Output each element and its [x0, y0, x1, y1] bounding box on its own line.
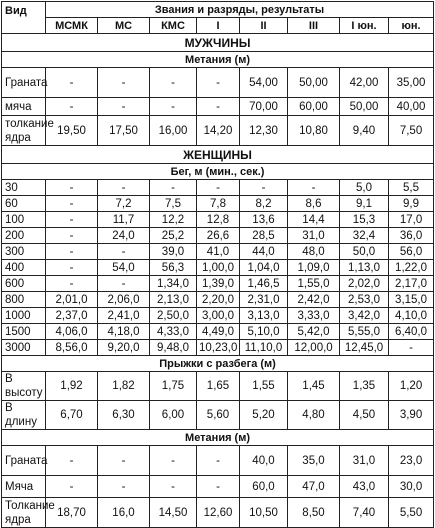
value-cell: 44,0 — [240, 244, 288, 260]
subsection-women-throwing: Метания (м) — [2, 430, 434, 446]
row-label: 30 — [2, 180, 46, 196]
value-cell: 5,55,0 — [340, 324, 389, 340]
value-cell: 3,42,0 — [340, 308, 389, 324]
table-row — [2, 116, 434, 146]
value-cell: - — [197, 476, 240, 498]
value-cell: 12,2 — [150, 212, 197, 228]
value-cell: 16,0 — [98, 498, 150, 528]
value-cell: 9,20,0 — [98, 340, 150, 356]
table-row — [2, 446, 434, 476]
row-label: 100 — [2, 212, 46, 228]
value-cell: 10,80 — [288, 116, 340, 146]
value-cell: 1,65 — [197, 372, 240, 401]
value-cell: 50,00 — [340, 98, 389, 116]
value-cell: 1,00,0 — [197, 260, 240, 276]
table-row — [2, 244, 434, 260]
value-cell: 35,00 — [389, 68, 434, 98]
row-label: толкание ядра — [2, 116, 46, 146]
value-cell: 40,0 — [240, 446, 288, 476]
value-cell: - — [46, 180, 98, 196]
value-cell: 2,02,0 — [340, 276, 389, 292]
value-cell: 13,6 — [240, 212, 288, 228]
value-cell: 6,30 — [98, 401, 150, 430]
value-cell: 8,56,0 — [46, 340, 98, 356]
row-label: 400 — [2, 260, 46, 276]
row-label: Граната — [2, 68, 46, 98]
value-cell: 1,75 — [150, 372, 197, 401]
value-cell: - — [150, 68, 197, 98]
value-cell: - — [197, 98, 240, 116]
table-row — [2, 98, 434, 116]
value-cell: 7,8 — [197, 196, 240, 212]
value-cell: 1,13,0 — [340, 260, 389, 276]
value-cell: 25,2 — [150, 228, 197, 244]
row-label: Граната — [2, 446, 46, 476]
value-cell: 12,8 — [197, 212, 240, 228]
value-cell: 10,50 — [240, 498, 288, 528]
value-cell: 2,06,0 — [98, 292, 150, 308]
value-cell: 48,0 — [288, 244, 340, 260]
value-cell: 47,0 — [288, 476, 340, 498]
row-label: В высоту — [2, 372, 46, 401]
table-row — [2, 260, 434, 276]
value-cell: 1,20 — [389, 372, 434, 401]
value-cell: 4,33,0 — [150, 324, 197, 340]
value-cell: - — [46, 276, 98, 292]
value-cell: 9,48,0 — [150, 340, 197, 356]
value-cell: 1,92 — [46, 372, 98, 401]
value-cell: 2,31,0 — [240, 292, 288, 308]
value-cell: 4,80 — [288, 401, 340, 430]
value-cell: - — [98, 180, 150, 196]
value-cell: 15,3 — [340, 212, 389, 228]
table-row — [2, 498, 434, 528]
subsection-women-throwing-row — [2, 430, 434, 446]
value-cell: 36,0 — [389, 228, 434, 244]
value-cell: 1,34,0 — [150, 276, 197, 292]
value-cell: - — [197, 446, 240, 476]
value-cell: 16,00 — [150, 116, 197, 146]
value-cell: 54,00 — [240, 68, 288, 98]
ranks-title: Звания и разряды, результаты — [46, 2, 434, 18]
value-cell: 4,06,0 — [46, 324, 98, 340]
row-label: мяча — [2, 98, 46, 116]
subsection-men-throwing: Метания (м) — [2, 52, 434, 68]
value-cell: 18,70 — [46, 498, 98, 528]
value-cell: 23,0 — [389, 446, 434, 476]
kind-header: Вид — [2, 2, 46, 34]
table-row — [2, 196, 434, 212]
rank-header: III — [288, 18, 340, 34]
value-cell: 1,55,0 — [288, 276, 340, 292]
value-cell: 4,10,0 — [389, 308, 434, 324]
value-cell: 2,41,0 — [98, 308, 150, 324]
value-cell: 7,50 — [389, 116, 434, 146]
value-cell: 1,45 — [288, 372, 340, 401]
rank-header: I юн. — [340, 18, 389, 34]
value-cell: 17,50 — [98, 116, 150, 146]
value-cell: 2,13,0 — [150, 292, 197, 308]
value-cell: - — [197, 180, 240, 196]
value-cell: 7,2 — [98, 196, 150, 212]
value-cell: - — [46, 260, 98, 276]
value-cell: - — [98, 476, 150, 498]
value-cell: 6,40,0 — [389, 324, 434, 340]
rank-header: II — [240, 18, 288, 34]
value-cell: 3,00,0 — [197, 308, 240, 324]
value-cell: 19,50 — [46, 116, 98, 146]
value-cell: 2,37,0 — [46, 308, 98, 324]
value-cell: 1,39,0 — [197, 276, 240, 292]
value-cell: - — [46, 98, 98, 116]
value-cell: 17,0 — [389, 212, 434, 228]
value-cell: 9,40 — [340, 116, 389, 146]
standards-table — [1, 1, 434, 528]
rank-header: I — [197, 18, 240, 34]
value-cell: 43,0 — [340, 476, 389, 498]
value-cell: 1,35 — [340, 372, 389, 401]
table-row — [2, 401, 434, 430]
value-cell: - — [98, 244, 150, 260]
row-label: 300 — [2, 244, 46, 260]
rank-header: МС — [98, 18, 150, 34]
value-cell: - — [150, 476, 197, 498]
table-row — [2, 180, 434, 196]
value-cell: 5,5 — [389, 180, 434, 196]
row-label: Мяча — [2, 476, 46, 498]
value-cell: 2,50,0 — [150, 308, 197, 324]
value-cell: 4,18,0 — [98, 324, 150, 340]
value-cell: 50,00 — [288, 68, 340, 98]
value-cell: 70,00 — [240, 98, 288, 116]
table-row — [2, 340, 434, 356]
value-cell: 31,0 — [340, 446, 389, 476]
value-cell: 8,2 — [240, 196, 288, 212]
value-cell: 5,50 — [389, 498, 434, 528]
value-cell: 7,40 — [340, 498, 389, 528]
value-cell: 12,45,0 — [340, 340, 389, 356]
section-men-row — [2, 34, 434, 52]
table-body — [2, 2, 434, 528]
subsection-women-jumps: Прыжки с разбега (м) — [2, 356, 434, 372]
value-cell: - — [288, 180, 340, 196]
subsection-women-jumps-row — [2, 356, 434, 372]
value-cell: 2,42,0 — [288, 292, 340, 308]
value-cell: 1,22,0 — [389, 260, 434, 276]
value-cell: - — [98, 68, 150, 98]
value-cell: 5,0 — [340, 180, 389, 196]
value-cell: 54,0 — [98, 260, 150, 276]
row-label: 1000 — [2, 308, 46, 324]
value-cell: 24,0 — [98, 228, 150, 244]
value-cell: 1,82 — [98, 372, 150, 401]
value-cell: - — [46, 228, 98, 244]
value-cell: 8,6 — [288, 196, 340, 212]
value-cell: 2,01,0 — [46, 292, 98, 308]
section-women-row — [2, 146, 434, 164]
value-cell: 3,90 — [389, 401, 434, 430]
value-cell: - — [98, 98, 150, 116]
value-cell: - — [46, 68, 98, 98]
value-cell: 39,0 — [150, 244, 197, 260]
rank-header: КМС — [150, 18, 197, 34]
value-cell: 32,4 — [340, 228, 389, 244]
value-cell: 2,17,0 — [389, 276, 434, 292]
value-cell: 9,9 — [389, 196, 434, 212]
value-cell: 26,6 — [197, 228, 240, 244]
value-cell: 12,30 — [240, 116, 288, 146]
value-cell: 10,23,0 — [197, 340, 240, 356]
table-row — [2, 228, 434, 244]
value-cell: 41,0 — [197, 244, 240, 260]
value-cell: 56,0 — [389, 244, 434, 260]
row-label: 800 — [2, 292, 46, 308]
row-label: 600 — [2, 276, 46, 292]
value-cell: - — [46, 212, 98, 228]
value-cell: 11,10,0 — [240, 340, 288, 356]
value-cell: 50,0 — [340, 244, 389, 260]
value-cell: 6,00 — [150, 401, 197, 430]
table-row — [2, 276, 434, 292]
value-cell: 2,20,0 — [197, 292, 240, 308]
value-cell: 3,15,0 — [389, 292, 434, 308]
section-women: ЖЕНЩИНЫ — [2, 146, 434, 164]
row-label: 200 — [2, 228, 46, 244]
value-cell: 12,00,0 — [288, 340, 340, 356]
table-row — [2, 212, 434, 228]
value-cell: 5,42,0 — [288, 324, 340, 340]
value-cell: 14,20 — [197, 116, 240, 146]
subsection-women-running: Бег, м (мин., сек.) — [2, 164, 434, 180]
table-row — [2, 68, 434, 98]
value-cell: 5,10,0 — [240, 324, 288, 340]
value-cell: 1,46,5 — [240, 276, 288, 292]
value-cell: - — [46, 196, 98, 212]
table-row — [2, 476, 434, 498]
value-cell: 7,5 — [150, 196, 197, 212]
value-cell: 4,49,0 — [197, 324, 240, 340]
value-cell: 1,04,0 — [240, 260, 288, 276]
value-cell: 1,09,0 — [288, 260, 340, 276]
row-label: В длину — [2, 401, 46, 430]
ranks-row — [2, 18, 434, 34]
value-cell: - — [150, 180, 197, 196]
value-cell: - — [240, 180, 288, 196]
subsection-women-running-row — [2, 164, 434, 180]
row-label: 60 — [2, 196, 46, 212]
value-cell: 30,0 — [389, 476, 434, 498]
value-cell: 31,0 — [288, 228, 340, 244]
value-cell: 14,50 — [150, 498, 197, 528]
value-cell: 5,60 — [197, 401, 240, 430]
value-cell: 56,3 — [150, 260, 197, 276]
value-cell: - — [46, 244, 98, 260]
value-cell: - — [46, 476, 98, 498]
value-cell: 14,4 — [288, 212, 340, 228]
value-cell: - — [150, 98, 197, 116]
value-cell: 60,00 — [288, 98, 340, 116]
value-cell: 9,1 — [340, 196, 389, 212]
value-cell: 6,70 — [46, 401, 98, 430]
value-cell: 8,50 — [288, 498, 340, 528]
value-cell: 4,50 — [340, 401, 389, 430]
value-cell: 60,0 — [240, 476, 288, 498]
value-cell: 42,00 — [340, 68, 389, 98]
table-row — [2, 292, 434, 308]
value-cell: 5,20 — [240, 401, 288, 430]
rank-header: юн. — [389, 18, 434, 34]
header-row — [2, 2, 434, 18]
value-cell: - — [150, 446, 197, 476]
value-cell: 3,13,0 — [240, 308, 288, 324]
value-cell: 12,60 — [197, 498, 240, 528]
row-label: Толкание ядра — [2, 498, 46, 528]
value-cell: 40,00 — [389, 98, 434, 116]
value-cell: - — [197, 68, 240, 98]
value-cell: 3,33,0 — [288, 308, 340, 324]
value-cell: 1,55 — [240, 372, 288, 401]
subsection-men-throwing-row — [2, 52, 434, 68]
table-row — [2, 372, 434, 401]
table-row — [2, 324, 434, 340]
rank-header: МСМК — [46, 18, 98, 34]
table-row — [2, 308, 434, 324]
value-cell: 28,5 — [240, 228, 288, 244]
value-cell: - — [389, 340, 434, 356]
value-cell: - — [98, 276, 150, 292]
value-cell: - — [98, 446, 150, 476]
value-cell: 35,0 — [288, 446, 340, 476]
row-label: 3000 — [2, 340, 46, 356]
section-men: МУЖЧИНЫ — [2, 34, 434, 52]
value-cell: - — [46, 446, 98, 476]
row-label: 1500 — [2, 324, 46, 340]
value-cell: 2,53,0 — [340, 292, 389, 308]
value-cell: 11,7 — [98, 212, 150, 228]
